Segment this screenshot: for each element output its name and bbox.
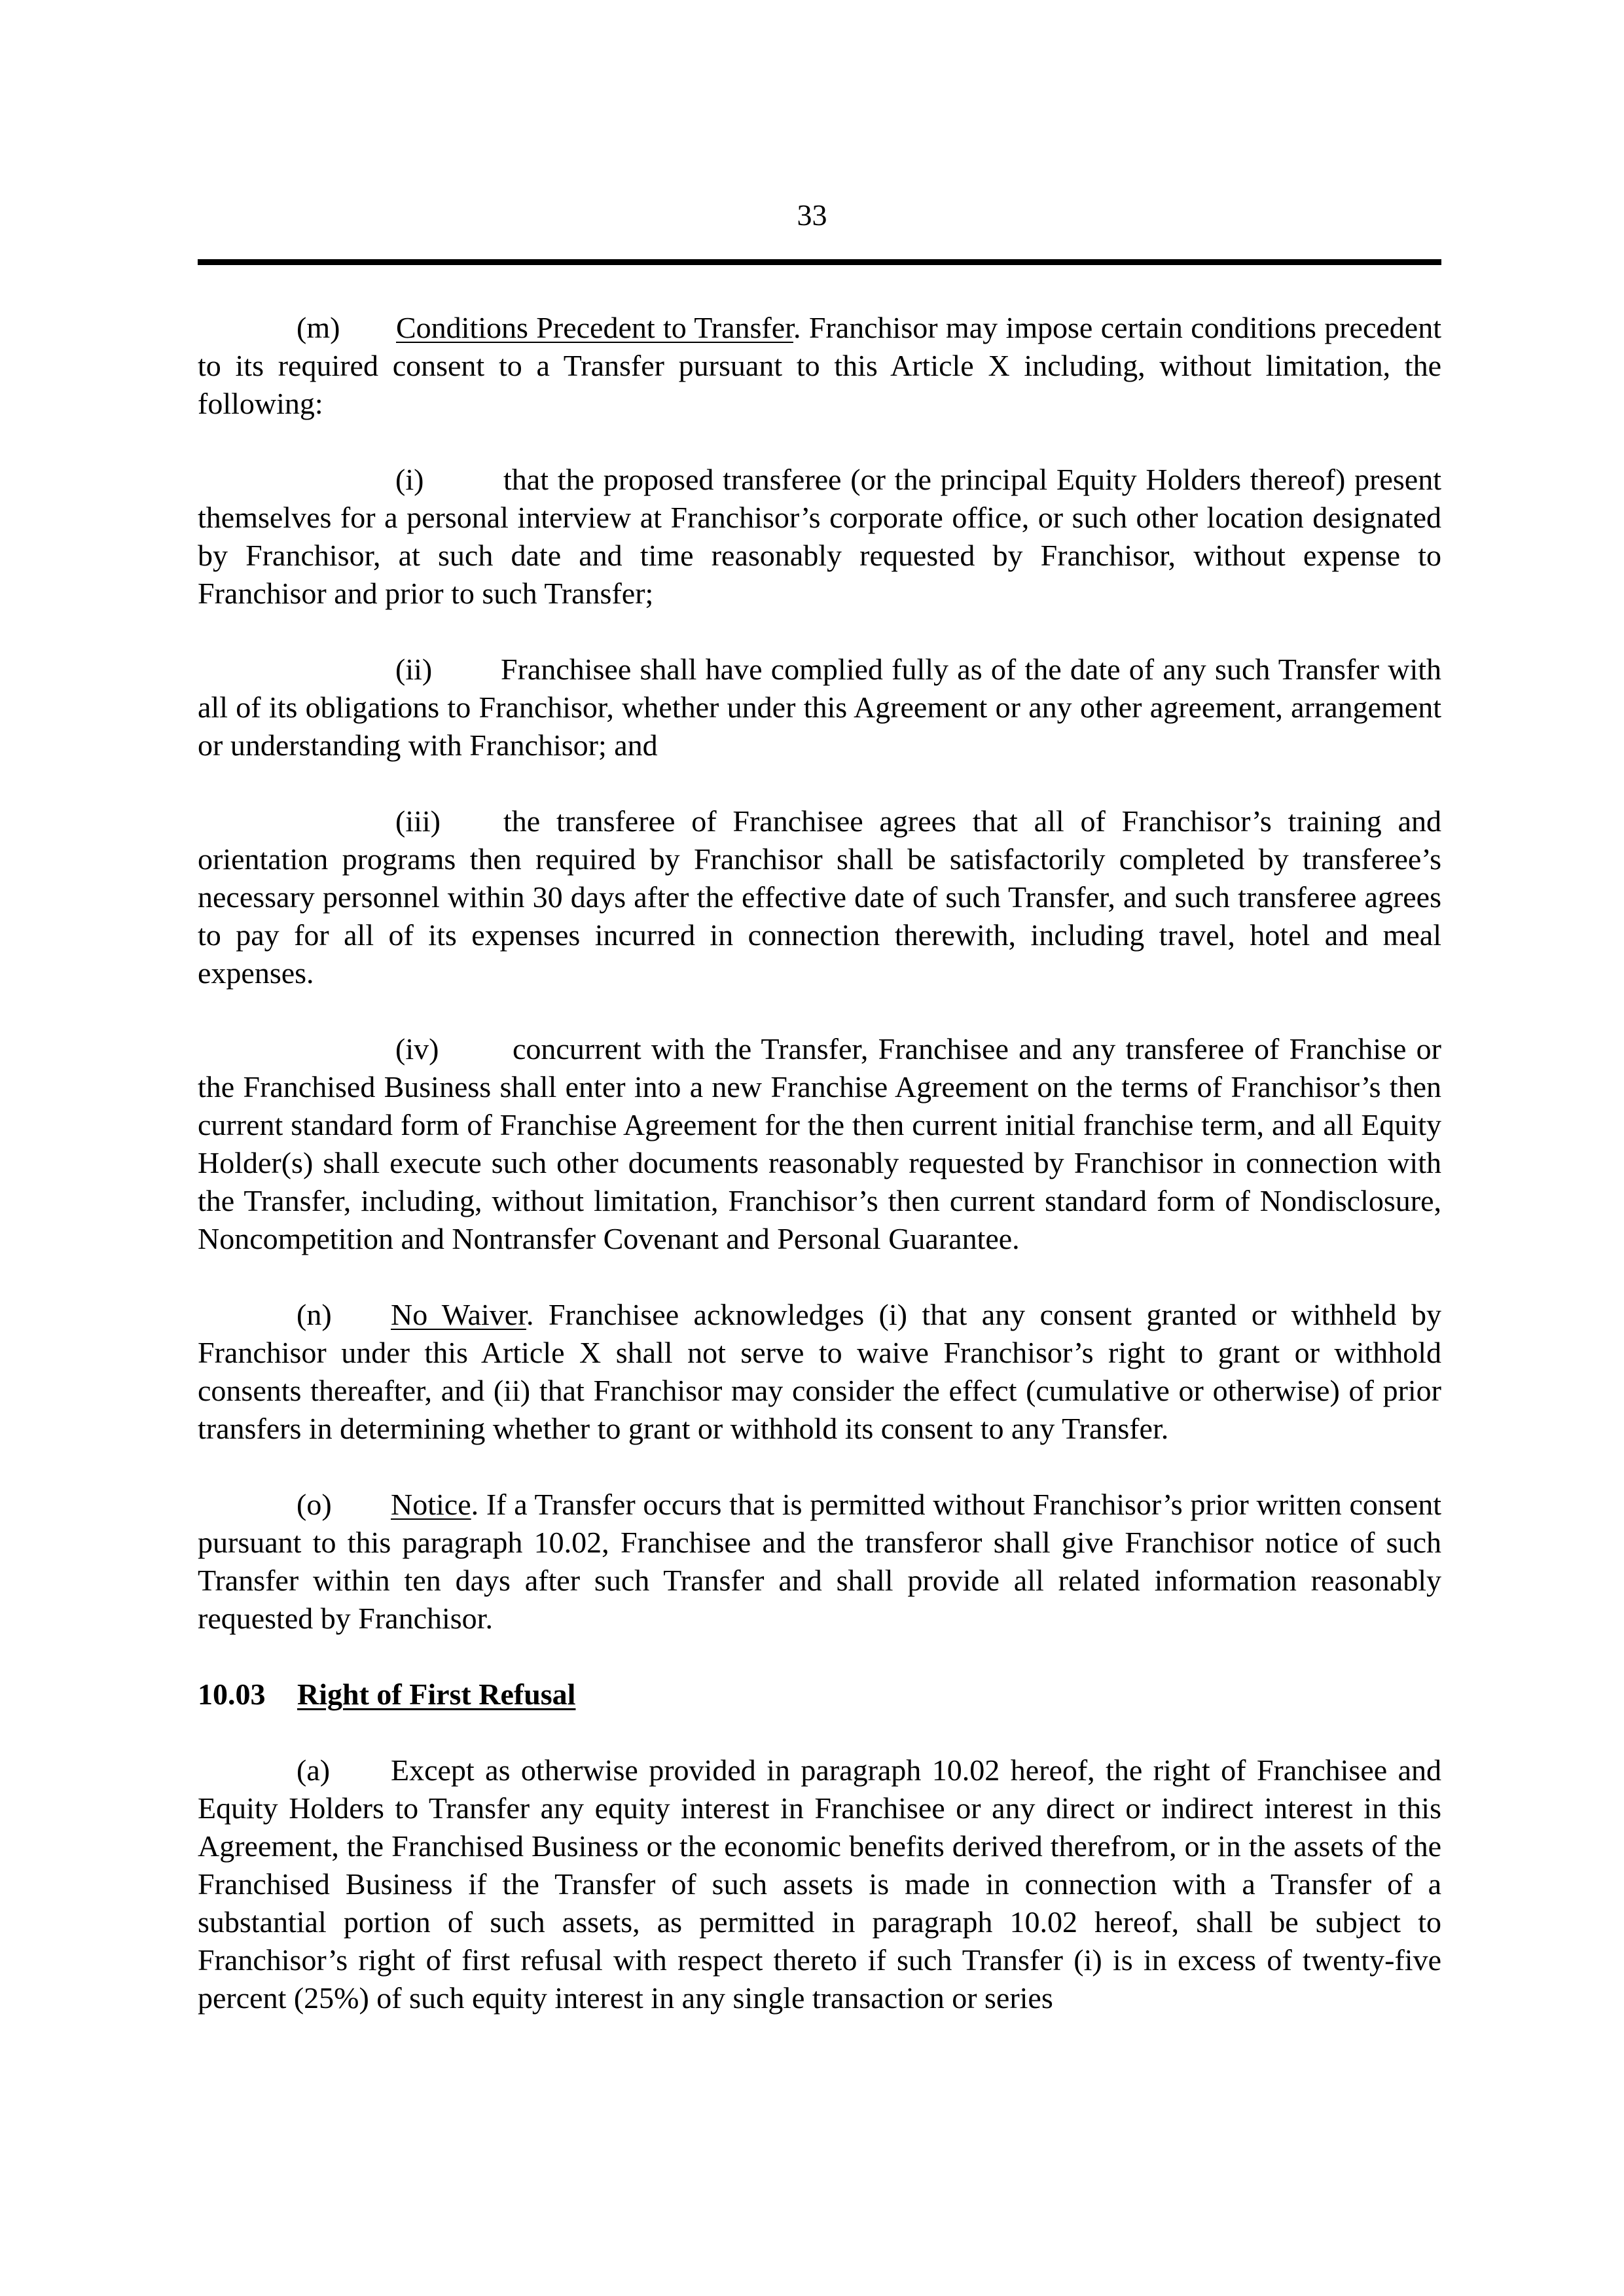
paragraph-n bbox=[198, 1296, 1441, 1448]
paragraph-label: (n) bbox=[297, 1298, 332, 1331]
header-rule bbox=[198, 259, 1441, 265]
document-body bbox=[198, 309, 1441, 2017]
subparagraph-text: Franchisee shall have complied fully as of the date of any such Transfer with all of its obligations to Franchisor, whether under this Agreement or any other agreement, arrangement or understanding with Franchisor; and bbox=[198, 653, 1441, 762]
paragraph-text: . Franchisee acknowledges (i) that any consent granted or withheld by Franchisor under this Article X shall not serve to waive Franchisor’s right to grant or withhold consents thereafter, and (ii) that Franchisor may consider the effect (cumulative or otherwise) of prior transfers in determining whether to grant or withhold its consent to any Transfer. bbox=[198, 1298, 1441, 1445]
subparagraph-m-i bbox=[198, 461, 1441, 613]
paragraph-label: (m) bbox=[297, 311, 340, 344]
subparagraph-m-iii bbox=[198, 802, 1441, 992]
subparagraph-label: (i) bbox=[395, 463, 424, 496]
page-number: 33 bbox=[797, 198, 827, 232]
subparagraph-m-ii bbox=[198, 651, 1441, 764]
subparagraph-text: that the proposed transferee (or the principal Equity Holders thereof) present themselves for a personal interview at Franchisor’s corporate office, or such other location designated by Franchisor, at such date and time reasonably requested by Franchisor, without expense to Franchisor and prior to such Transfer; bbox=[198, 463, 1441, 610]
paragraph-label: (a) bbox=[297, 1753, 331, 1787]
section-heading bbox=[198, 1676, 1441, 1713]
paragraph-text: . If a Transfer occurs that is permitted without Franchisor’s prior written consent pursuant to this paragraph 10.02, Franchisee and the transferor shall give Franchisor notice of such Transfer within ten days after such Transfer and shall provide all related information reasonably requested by Franchisor. bbox=[198, 1488, 1441, 1635]
paragraph-o bbox=[198, 1486, 1441, 1638]
paragraph-heading: Conditions Precedent to Transfer bbox=[396, 311, 793, 344]
paragraph-heading: No Waiver bbox=[391, 1298, 526, 1331]
paragraph-m bbox=[198, 309, 1441, 423]
subparagraph-m-iv bbox=[198, 1030, 1441, 1258]
subparagraph-text: concurrent with the Transfer, Franchisee and any transferee of Franchise or the Franchised Business shall enter into a new Franchise Agreement on the terms of Franchisor’s then current standard form of Franchise Agreement for the then current initial franchise term, and all Equity Holder(s) shall execute such other documents reasonably requested by Franchisor in connection with the Transfer, including, without limitation, Franchisor’s then current standard form of Nondisclosure, Noncompetition and Nontransfer Covenant and Personal Guarantee. bbox=[198, 1032, 1441, 1255]
paragraph-text: Except as otherwise provided in paragraph 10.02 hereof, the right of Franchisee and Equity Holders to Transfer any equity interest in Franchisee or any direct or indirect interest in this Agreement, the Franchised Business or the economic benefits derived therefrom, or in the assets of the Franchised Business if the Transfer of such assets is made in connection with a Transfer of a substantial portion of such assets, as permitted in paragraph 10.02 hereof, shall be subject to Franchisor’s right of first refusal with respect thereto if such Transfer (i) is in excess of twenty-five percent (25%) of such equity interest in any single transaction or series bbox=[198, 1753, 1441, 2015]
paragraph-label: (o) bbox=[297, 1488, 332, 1521]
section-title: Right of First Refusal bbox=[297, 1677, 576, 1711]
subparagraph-label: (iii) bbox=[395, 804, 441, 838]
subparagraph-text: the transferee of Franchisee agrees that all of Franchisor’s training and orientation programs then required by Franchisor shall be satisfactorily completed by transferee’s necessary personnel within 30 days after the effective date of such Transfer, and such transferee agrees to pay for all of its expenses incurred in connection therewith, including travel, hotel and meal expenses. bbox=[198, 804, 1441, 990]
subparagraph-label: (ii) bbox=[395, 653, 433, 686]
section-number: 10.03 bbox=[198, 1677, 266, 1711]
subparagraph-label: (iv) bbox=[395, 1032, 439, 1066]
paragraph-heading: Notice bbox=[391, 1488, 471, 1521]
paragraph-a bbox=[198, 1751, 1441, 2017]
paragraph-text: . Franchisor may impose certain conditions precedent to its required consent to a Transfer pursuant to this Article X including, without limitation, the following: bbox=[198, 311, 1441, 420]
